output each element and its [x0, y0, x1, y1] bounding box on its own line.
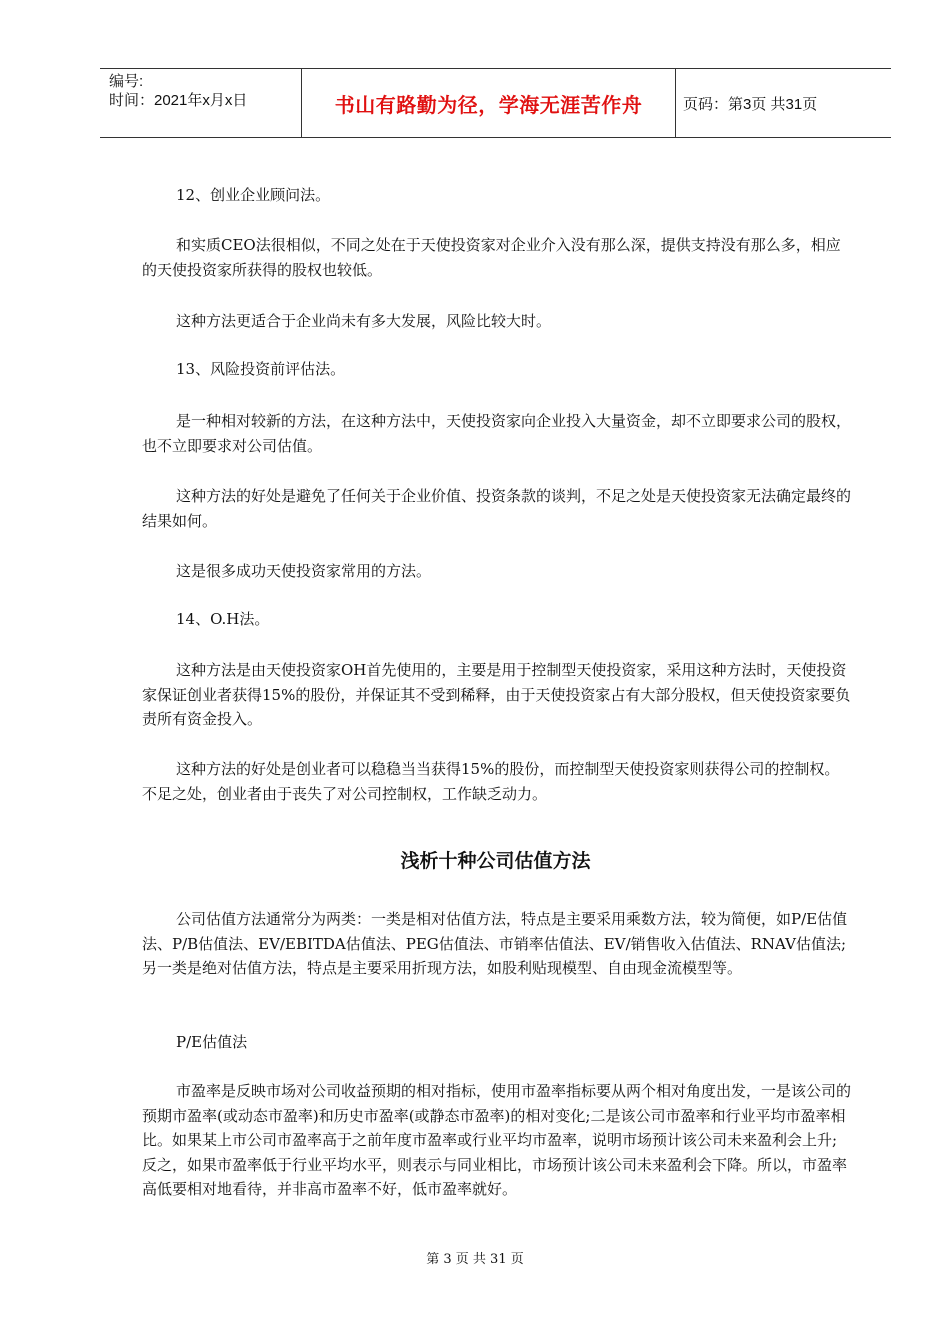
paragraph: 公司估值方法通常分为两类：一类是相对估值方法，特点是主要采用乘数方法，较为简便，如P/E估值法、P/B估值法、EV/EBITDA估值法、PEG估值法、市销率估值法、EV/销售收入估值法、RNAV估值法;另一类是绝对估值方法，特点是主要采用折现方法，如股利贴现模型、自由现金流模型等。: [142, 910, 848, 977]
section-title: 浅析十种公司估值方法: [400, 850, 591, 872]
paragraph: 这种方法的好处是避免了任何关于企业价值、投资条款的谈判，不足之处是天使投资家无法确定最终的结果如何。: [142, 487, 852, 530]
paragraph-heading-12: 12、创业企业顾问法。: [176, 186, 331, 204]
paragraph-heading-13: 13、风险投资前评估法。: [176, 360, 346, 378]
page-header: [100, 68, 891, 138]
paragraph: 市盈率是反映市场对公司收益预期的相对指标，使用市盈率指标要从两个相对角度出发，一是该公司的预期市盈率(或动态市盈率)和历史市盈率(或静态市盈率)的相对变化;二是该公司市盈率和行业平均市盈率相比。如果某上市公司市盈率高于之前年度市盈率或行业平均市盈率，说明市场预计该公司未来盈利会上升;反之，如果市盈率低于行业平均水平，则表示与同业相比，市场预计该公司未来盈利会下降。所以，市盈率高低要相对地看待，并非高市盈率不好，低市盈率就好。: [142, 1082, 852, 1198]
paragraph-heading-14: 14、O.H法。: [176, 610, 270, 628]
paragraph: 这种方法是由天使投资家OH首先使用的，主要是用于控制型天使投资家，采用这种方法时，天使投资家保证创业者获得15%的股份，并保证其不受到稀释，由于天使投资家占有大部分股权，但天使投资家要负责所有资金投入。: [142, 661, 851, 728]
header-motto: 书山有路勤为径，学海无涯苦作舟: [302, 69, 676, 137]
paragraph: 和实质CEO法很相似，不同之处在于天使投资家对企业介入没有那么深，提供支持没有那么多，相应的天使投资家所获得的股权也较低。: [142, 236, 841, 279]
page-footer: 第 3 页 共 31 页: [426, 1252, 524, 1267]
header-meta: [100, 69, 302, 137]
paragraph: 是一种相对较新的方法，在这种方法中，天使投资家向企业投入大量资金，却不立即要求公司的股权，也不立即要求对公司估值。: [142, 412, 852, 455]
paragraph: 这是很多成功天使投资家常用的方法。: [176, 562, 432, 580]
paragraph: 这种方法的好处是创业者可以稳稳当当获得15%的股份，而控制型天使投资家则获得公司的控制权。不足之处，创业者由于丧失了对公司控制权，工作缺乏动力。: [142, 760, 840, 803]
paragraph: 这种方法更适合于企业尚未有多大发展，风险比较大时。: [176, 312, 552, 330]
document-number-label: 编号:: [109, 73, 144, 90]
document-time: 时间：2021年x月x日: [109, 92, 248, 109]
paragraph-subheading: P/E估值法: [176, 1033, 248, 1051]
header-page-info: 页码：第3页 共31页: [683, 95, 818, 113]
